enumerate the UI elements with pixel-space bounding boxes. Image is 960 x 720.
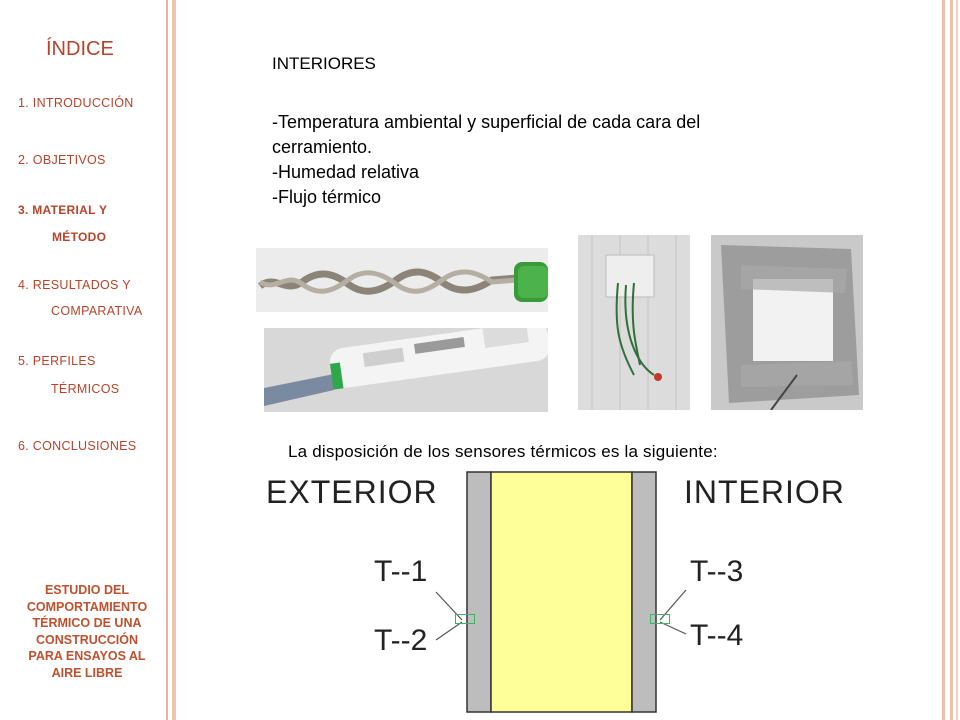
exterior-label: EXTERIOR [266,474,438,510]
footer-line: PARA ENSAYOS AL [28,649,146,663]
nav-item-objetivos[interactable] [18,153,106,167]
nav-item-label: 6. CONCLUSIONES [18,439,137,453]
footer-line: ESTUDIO DEL [44,583,130,597]
sensor-label-t1: T--1 [374,555,428,588]
sidebar-divider-2 [172,0,176,720]
sidebar-divider [166,0,168,720]
heat-flux-photo [711,235,863,410]
right-border-line [956,0,958,720]
index-title: ÍNDICE [46,38,114,60]
sensor-marker-exterior [455,614,475,624]
nav-item-resultados[interactable] [18,278,143,318]
sensor-marker-interior [650,614,670,624]
sensor-label-t4: T--4 [690,619,744,652]
footer-line: AIRE LIBRE [51,665,123,680]
right-border-line [950,0,953,720]
diagram-caption: La disposición de los sensores térmicos es la siguiente: [288,442,718,461]
nav-item-material-metodo[interactable] [18,203,107,244]
sensor-label-t2: T--2 [374,624,428,657]
section-heading: INTERIORES [272,54,376,73]
list-item: -Humedad relativa [272,162,420,182]
sidebar [0,0,166,720]
list-item: -Flujo térmico [272,187,382,207]
list-item: cerramiento. [272,137,373,157]
nav-item-label-2: TÉRMICOS [51,382,120,396]
nav-item-introduccion[interactable] [18,96,134,110]
nav-item-label: 3. MATERIAL Y [18,203,108,217]
interior-label: INTERIOR [684,474,845,510]
measurement-list [272,110,872,210]
nav-item-perfiles[interactable] [18,354,119,396]
right-border-line [942,0,945,720]
presentation-footer-title [8,582,166,681]
nav-item-label: 1. INTRODUCCIÓN [18,96,134,110]
wall-sensors-photo [578,235,690,410]
nav-item-label: 5. PERFILES [18,354,96,368]
thermocouple-photo [256,248,548,312]
nav-item-label-2: MÉTODO [52,230,107,244]
nav-item-conclusiones[interactable] [18,439,136,453]
sensor-label-t3: T--3 [690,555,744,588]
footer-line: COMPORTAMIENTO [26,599,148,614]
nav-item-label-2: COMPARATIVA [51,304,143,318]
humidity-sensor-photo [264,328,548,412]
footer-line: CONSTRUCCIÓN [35,632,139,647]
nav-item-label: 4. RESULTADOS Y [18,278,131,292]
footer-line: TÉRMICO DE UNA [32,616,142,630]
list-item: -Temperatura ambiental y superficial de cada cara del [272,112,701,132]
nav-item-label: 2. OBJETIVOS [18,153,106,167]
